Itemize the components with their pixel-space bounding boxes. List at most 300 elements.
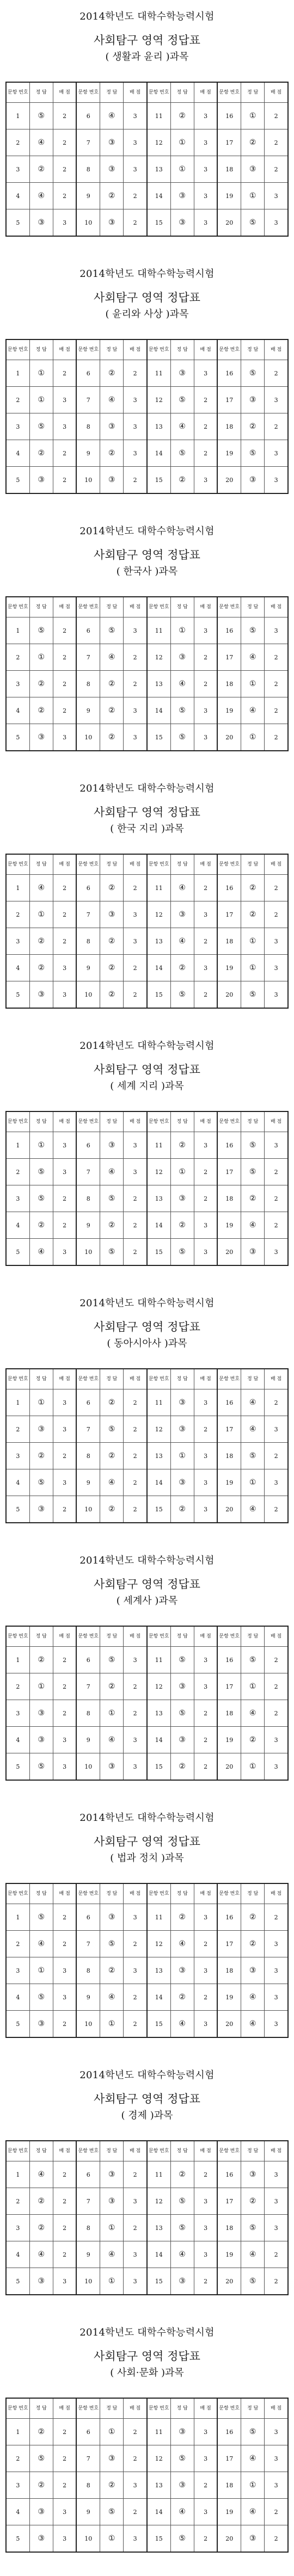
answer-mark: ④ bbox=[241, 2011, 265, 2038]
question-number: 2 bbox=[6, 2188, 29, 2215]
answer-header: 정 답 bbox=[100, 1883, 124, 1904]
answer-mark: ⑤ bbox=[241, 617, 265, 644]
points-value: 3 bbox=[53, 2268, 76, 2295]
answer-header: 정 답 bbox=[170, 854, 194, 875]
question-number: 19 bbox=[217, 2241, 241, 2268]
question-number: 16 bbox=[217, 103, 241, 129]
points-value: 2 bbox=[265, 901, 288, 928]
points-value: 2 bbox=[265, 2268, 288, 2295]
answer-mark: ⑤ bbox=[241, 440, 265, 467]
question-number: 6 bbox=[76, 1904, 100, 1931]
answer-header: 정 답 bbox=[100, 1369, 124, 1389]
question-number: 17 bbox=[217, 1673, 241, 1700]
answer-mark: ② bbox=[241, 2188, 265, 2215]
answer-table bbox=[5, 1883, 289, 2038]
points-value: 2 bbox=[265, 156, 288, 183]
points-value: 3 bbox=[194, 1443, 217, 1469]
answer-mark: ② bbox=[100, 697, 124, 724]
points-value: 2 bbox=[53, 1673, 76, 1700]
question-number: 8 bbox=[76, 1700, 100, 1727]
question-number: 9 bbox=[76, 2241, 100, 2268]
table-row bbox=[6, 387, 288, 413]
points-value: 3 bbox=[53, 2499, 76, 2525]
question-number: 8 bbox=[76, 2215, 100, 2241]
question-number: 16 bbox=[217, 875, 241, 901]
answer-header: 정 답 bbox=[170, 1883, 194, 1904]
points-value: 2 bbox=[124, 981, 147, 1009]
answer-mark: ③ bbox=[29, 209, 53, 237]
answer-mark: ④ bbox=[241, 644, 265, 671]
answer-mark: ② bbox=[241, 1727, 265, 1753]
table-row bbox=[6, 2241, 288, 2268]
points-value: 3 bbox=[53, 1159, 76, 1185]
answer-key-heading: 사회탐구 영역 정답표 bbox=[94, 291, 200, 304]
table-row bbox=[6, 1984, 288, 2011]
points-value: 2 bbox=[124, 1673, 147, 1700]
answer-mark: ④ bbox=[241, 1212, 265, 1239]
points-value: 2 bbox=[194, 1753, 217, 1781]
points-value: 3 bbox=[194, 467, 217, 494]
question-number: 1 bbox=[6, 617, 29, 644]
points-value: 2 bbox=[124, 2215, 147, 2241]
question-number: 3 bbox=[6, 2472, 29, 2499]
question-number: 9 bbox=[76, 2499, 100, 2525]
table-row bbox=[6, 1443, 288, 1469]
question-number: 11 bbox=[147, 1904, 170, 1931]
points-value: 3 bbox=[194, 156, 217, 183]
question-number: 20 bbox=[217, 981, 241, 1009]
qnum-header: 문항 번호 bbox=[147, 2141, 170, 2161]
points-value: 2 bbox=[53, 467, 76, 494]
answer-mark: ⑤ bbox=[170, 1700, 194, 1727]
points-value: 3 bbox=[265, 1931, 288, 1957]
answer-mark: ⑤ bbox=[241, 2419, 265, 2445]
answer-mark: ③ bbox=[29, 981, 53, 1009]
points-value: 2 bbox=[53, 1700, 76, 1727]
answer-mark: ⑤ bbox=[29, 2445, 53, 2472]
question-number: 5 bbox=[6, 2525, 29, 2553]
table-row bbox=[6, 981, 288, 1009]
table-row bbox=[6, 2188, 288, 2215]
question-number: 1 bbox=[6, 2161, 29, 2188]
table-header-row bbox=[6, 1883, 288, 1904]
answer-mark: ④ bbox=[100, 387, 124, 413]
answer-mark: ② bbox=[170, 467, 194, 494]
points-value: 3 bbox=[53, 1132, 76, 1159]
qnum-header: 문항 번호 bbox=[76, 2398, 100, 2419]
points-value: 2 bbox=[194, 981, 217, 1009]
answer-mark: ① bbox=[241, 1469, 265, 1496]
points-value: 3 bbox=[265, 2445, 288, 2472]
qnum-header: 문항 번호 bbox=[217, 2398, 241, 2419]
points-value: 3 bbox=[265, 209, 288, 237]
answer-mark: ⑤ bbox=[241, 1132, 265, 1159]
answer-mark: ② bbox=[29, 1212, 53, 1239]
points-value: 2 bbox=[265, 1904, 288, 1931]
points-header: 배 점 bbox=[124, 597, 147, 617]
question-number: 16 bbox=[217, 1389, 241, 1416]
points-value: 2 bbox=[124, 1469, 147, 1496]
points-value: 2 bbox=[265, 2499, 288, 2525]
points-value: 3 bbox=[194, 360, 217, 387]
answer-mark: ③ bbox=[29, 1727, 53, 1753]
answer-mark: ③ bbox=[241, 2161, 265, 2188]
answer-mark: ③ bbox=[29, 467, 53, 494]
question-number: 16 bbox=[217, 360, 241, 387]
exam-title: 2014학년도 대학수학능력시험 bbox=[79, 1555, 215, 1566]
subject-name: ( 동아시아사 )과목 bbox=[107, 1338, 187, 1349]
answer-mark: ② bbox=[29, 955, 53, 981]
answer-mark: ② bbox=[100, 1212, 124, 1239]
answer-header: 정 답 bbox=[241, 854, 265, 875]
table-row bbox=[6, 697, 288, 724]
answer-mark: ③ bbox=[100, 156, 124, 183]
answer-header: 정 답 bbox=[29, 854, 53, 875]
answer-mark: ⑤ bbox=[100, 1931, 124, 1957]
answer-mark: ③ bbox=[170, 1416, 194, 1443]
points-value: 2 bbox=[53, 129, 76, 156]
question-number: 11 bbox=[147, 1389, 170, 1416]
answer-header: 정 답 bbox=[241, 597, 265, 617]
answer-mark: ⑤ bbox=[29, 1159, 53, 1185]
table-row bbox=[6, 2525, 288, 2553]
points-value: 2 bbox=[265, 1159, 288, 1185]
answer-mark: ② bbox=[170, 1984, 194, 2011]
answer-mark: ⑤ bbox=[170, 2215, 194, 2241]
question-number: 17 bbox=[217, 2445, 241, 2472]
exam-title: 2014학년도 대학수학능력시험 bbox=[79, 2327, 215, 2338]
question-number: 4 bbox=[6, 2241, 29, 2268]
points-value: 2 bbox=[53, 103, 76, 129]
table-row bbox=[6, 724, 288, 751]
answer-mark: ③ bbox=[100, 1904, 124, 1931]
question-number: 14 bbox=[147, 183, 170, 209]
points-header: 배 점 bbox=[265, 2141, 288, 2161]
exam-title: 2014학년도 대학수학능력시험 bbox=[79, 11, 215, 22]
points-value: 3 bbox=[124, 928, 147, 955]
table-row bbox=[6, 1469, 288, 1496]
points-header: 배 점 bbox=[53, 2141, 76, 2161]
answer-mark: ③ bbox=[170, 2419, 194, 2445]
points-value: 2 bbox=[265, 2241, 288, 2268]
question-number: 14 bbox=[147, 1469, 170, 1496]
points-value: 3 bbox=[194, 103, 217, 129]
points-value: 2 bbox=[124, 209, 147, 237]
answer-mark: ⑤ bbox=[170, 697, 194, 724]
answer-table bbox=[5, 2140, 289, 2295]
answer-mark: ② bbox=[170, 1496, 194, 1523]
qnum-header: 문항 번호 bbox=[6, 1369, 29, 1389]
answer-mark: ② bbox=[170, 103, 194, 129]
answer-mark: ⑤ bbox=[170, 2525, 194, 2553]
answer-mark: ① bbox=[100, 2525, 124, 2553]
question-number: 10 bbox=[76, 209, 100, 237]
table-header-row bbox=[6, 1369, 288, 1389]
question-number: 3 bbox=[6, 671, 29, 697]
points-value: 3 bbox=[124, 129, 147, 156]
answer-mark: ② bbox=[29, 440, 53, 467]
table-row bbox=[6, 1185, 288, 1212]
question-number: 2 bbox=[6, 901, 29, 928]
qnum-header: 문항 번호 bbox=[147, 1626, 170, 1647]
qnum-header: 문항 번호 bbox=[76, 2141, 100, 2161]
question-number: 13 bbox=[147, 413, 170, 440]
question-number: 6 bbox=[76, 1389, 100, 1416]
question-number: 15 bbox=[147, 2268, 170, 2295]
answer-mark: ① bbox=[29, 644, 53, 671]
qnum-header: 문항 번호 bbox=[147, 854, 170, 875]
qnum-header: 문항 번호 bbox=[217, 1883, 241, 1904]
question-number: 4 bbox=[6, 1984, 29, 2011]
answer-mark: ① bbox=[241, 2472, 265, 2499]
question-number: 12 bbox=[147, 901, 170, 928]
answer-mark: ④ bbox=[100, 1727, 124, 1753]
question-number: 10 bbox=[76, 1239, 100, 1266]
points-value: 2 bbox=[53, 671, 76, 697]
answer-header: 정 답 bbox=[29, 2141, 53, 2161]
question-number: 19 bbox=[217, 955, 241, 981]
points-header: 배 점 bbox=[124, 339, 147, 360]
answer-key-section bbox=[0, 1801, 294, 2059]
points-value: 2 bbox=[265, 1647, 288, 1673]
question-number: 9 bbox=[76, 1469, 100, 1496]
answer-header: 정 답 bbox=[241, 2398, 265, 2419]
qnum-header: 문항 번호 bbox=[217, 1111, 241, 1132]
question-number: 15 bbox=[147, 467, 170, 494]
table-header-row bbox=[6, 597, 288, 617]
answer-mark: ① bbox=[241, 928, 265, 955]
answer-mark: ③ bbox=[100, 129, 124, 156]
points-value: 3 bbox=[124, 2268, 147, 2295]
answer-mark: ③ bbox=[29, 2011, 53, 2038]
qnum-header: 문항 번호 bbox=[76, 597, 100, 617]
answer-mark: ② bbox=[241, 1904, 265, 1931]
points-value: 3 bbox=[265, 1239, 288, 1266]
question-number: 17 bbox=[217, 1159, 241, 1185]
points-value: 3 bbox=[265, 928, 288, 955]
question-number: 3 bbox=[6, 928, 29, 955]
points-value: 3 bbox=[265, 2472, 288, 2499]
points-value: 2 bbox=[265, 103, 288, 129]
question-number: 1 bbox=[6, 1904, 29, 1931]
points-value: 2 bbox=[124, 2419, 147, 2445]
points-value: 3 bbox=[124, 901, 147, 928]
table-row bbox=[6, 955, 288, 981]
points-header: 배 점 bbox=[124, 854, 147, 875]
answer-mark: ② bbox=[100, 875, 124, 901]
question-number: 11 bbox=[147, 2161, 170, 2188]
question-number: 3 bbox=[6, 156, 29, 183]
question-number: 10 bbox=[76, 1753, 100, 1781]
points-value: 2 bbox=[194, 2268, 217, 2295]
question-number: 17 bbox=[217, 901, 241, 928]
question-number: 7 bbox=[76, 901, 100, 928]
answer-mark: ① bbox=[29, 901, 53, 928]
points-value: 3 bbox=[124, 1647, 147, 1673]
question-number: 8 bbox=[76, 671, 100, 697]
points-value: 3 bbox=[265, 440, 288, 467]
points-value: 3 bbox=[265, 2215, 288, 2241]
points-value: 3 bbox=[124, 1159, 147, 1185]
answer-mark: ① bbox=[29, 1132, 53, 1159]
points-header: 배 점 bbox=[124, 1369, 147, 1389]
answer-mark: ② bbox=[100, 1673, 124, 1700]
answer-mark: ④ bbox=[241, 1700, 265, 1727]
table-row bbox=[6, 1212, 288, 1239]
question-number: 2 bbox=[6, 1159, 29, 1185]
answer-mark: ① bbox=[170, 1159, 194, 1185]
question-number: 16 bbox=[217, 617, 241, 644]
table-row bbox=[6, 1159, 288, 1185]
points-value: 2 bbox=[53, 2445, 76, 2472]
points-value: 2 bbox=[194, 1727, 217, 1753]
answer-header: 정 답 bbox=[170, 1369, 194, 1389]
question-number: 17 bbox=[217, 644, 241, 671]
points-value: 3 bbox=[124, 1727, 147, 1753]
points-value: 2 bbox=[124, 2499, 147, 2525]
answer-header: 정 답 bbox=[100, 2141, 124, 2161]
answer-mark: ③ bbox=[100, 901, 124, 928]
answer-mark: ① bbox=[241, 1673, 265, 1700]
answer-mark: ④ bbox=[100, 1984, 124, 2011]
table-row bbox=[6, 2215, 288, 2241]
table-row bbox=[6, 467, 288, 494]
table-row bbox=[6, 2419, 288, 2445]
points-header: 배 점 bbox=[265, 854, 288, 875]
points-value: 2 bbox=[124, 1212, 147, 1239]
table-row bbox=[6, 1673, 288, 1700]
points-value: 2 bbox=[194, 2525, 217, 2553]
points-value: 3 bbox=[194, 1957, 217, 1984]
question-number: 20 bbox=[217, 209, 241, 237]
answer-mark: ④ bbox=[100, 1159, 124, 1185]
points-value: 3 bbox=[53, 981, 76, 1009]
answer-mark: ③ bbox=[170, 183, 194, 209]
question-number: 4 bbox=[6, 183, 29, 209]
points-value: 2 bbox=[53, 183, 76, 209]
answer-mark: ② bbox=[100, 928, 124, 955]
answer-mark: ③ bbox=[29, 1700, 53, 1727]
answer-mark: ① bbox=[241, 103, 265, 129]
question-number: 19 bbox=[217, 697, 241, 724]
question-number: 14 bbox=[147, 2499, 170, 2525]
points-value: 2 bbox=[194, 1185, 217, 1212]
qnum-header: 문항 번호 bbox=[76, 1369, 100, 1389]
answer-header: 정 답 bbox=[241, 1626, 265, 1647]
question-number: 2 bbox=[6, 387, 29, 413]
question-number: 20 bbox=[217, 2011, 241, 2038]
answer-mark: ⑤ bbox=[100, 1416, 124, 1443]
answer-table bbox=[5, 2398, 289, 2553]
answer-mark: ① bbox=[100, 2215, 124, 2241]
question-number: 7 bbox=[76, 1159, 100, 1185]
points-value: 2 bbox=[265, 875, 288, 901]
answer-table bbox=[5, 1111, 289, 1266]
answer-mark: ⑤ bbox=[29, 1904, 53, 1931]
answer-mark: ② bbox=[241, 875, 265, 901]
points-value: 2 bbox=[265, 129, 288, 156]
question-number: 9 bbox=[76, 1727, 100, 1753]
answer-mark: ④ bbox=[241, 1389, 265, 1416]
question-number: 19 bbox=[217, 2499, 241, 2525]
answer-mark: ② bbox=[241, 129, 265, 156]
answer-table bbox=[5, 339, 289, 494]
answer-header: 정 답 bbox=[170, 82, 194, 103]
table-row bbox=[6, 183, 288, 209]
points-header: 배 점 bbox=[194, 854, 217, 875]
answer-mark: ④ bbox=[29, 1931, 53, 1957]
question-number: 11 bbox=[147, 1132, 170, 1159]
points-value: 2 bbox=[265, 2525, 288, 2553]
answer-table bbox=[5, 1626, 289, 1781]
points-value: 2 bbox=[194, 387, 217, 413]
points-value: 3 bbox=[124, 413, 147, 440]
answer-mark: ④ bbox=[170, 2499, 194, 2525]
answer-mark: ② bbox=[100, 360, 124, 387]
points-value: 2 bbox=[124, 644, 147, 671]
answer-table bbox=[5, 596, 289, 751]
question-number: 14 bbox=[147, 2241, 170, 2268]
table-header-row bbox=[6, 339, 288, 360]
question-number: 16 bbox=[217, 2419, 241, 2445]
answer-mark: ③ bbox=[170, 360, 194, 387]
points-value: 3 bbox=[194, 183, 217, 209]
points-header: 배 점 bbox=[53, 597, 76, 617]
points-value: 3 bbox=[124, 2188, 147, 2215]
answer-mark: ④ bbox=[100, 644, 124, 671]
question-number: 18 bbox=[217, 1185, 241, 1212]
table-row bbox=[6, 440, 288, 467]
points-value: 2 bbox=[53, 1443, 76, 1469]
answer-mark: ③ bbox=[100, 2161, 124, 2188]
question-number: 20 bbox=[217, 467, 241, 494]
question-number: 17 bbox=[217, 2188, 241, 2215]
question-number: 7 bbox=[76, 387, 100, 413]
exam-title: 2014학년도 대학수학능력시험 bbox=[79, 2070, 215, 2081]
points-value: 2 bbox=[53, 1496, 76, 1523]
question-number: 7 bbox=[76, 129, 100, 156]
question-number: 11 bbox=[147, 617, 170, 644]
qnum-header: 문항 번호 bbox=[147, 597, 170, 617]
answer-header: 정 답 bbox=[100, 2398, 124, 2419]
points-header: 배 점 bbox=[194, 1883, 217, 1904]
table-row bbox=[6, 2161, 288, 2188]
points-header: 배 점 bbox=[53, 854, 76, 875]
answer-mark: ① bbox=[29, 1673, 53, 1700]
points-header: 배 점 bbox=[194, 1111, 217, 1132]
question-number: 16 bbox=[217, 1647, 241, 1673]
answer-table bbox=[5, 1368, 289, 1523]
question-number: 1 bbox=[6, 2419, 29, 2445]
points-value: 2 bbox=[124, 183, 147, 209]
answer-mark: ③ bbox=[241, 156, 265, 183]
answer-mark: ① bbox=[29, 387, 53, 413]
question-number: 13 bbox=[147, 1443, 170, 1469]
answer-mark: ④ bbox=[241, 1416, 265, 1443]
question-number: 8 bbox=[76, 156, 100, 183]
question-number: 7 bbox=[76, 2445, 100, 2472]
answer-header: 정 답 bbox=[29, 1369, 53, 1389]
question-number: 2 bbox=[6, 1416, 29, 1443]
qnum-header: 문항 번호 bbox=[76, 1883, 100, 1904]
answer-mark: ④ bbox=[241, 1496, 265, 1523]
question-number: 6 bbox=[76, 1132, 100, 1159]
points-header: 배 점 bbox=[53, 1369, 76, 1389]
answer-mark: ⑤ bbox=[170, 724, 194, 751]
answer-mark: ① bbox=[29, 1389, 53, 1416]
points-header: 배 점 bbox=[194, 2141, 217, 2161]
question-number: 1 bbox=[6, 1132, 29, 1159]
